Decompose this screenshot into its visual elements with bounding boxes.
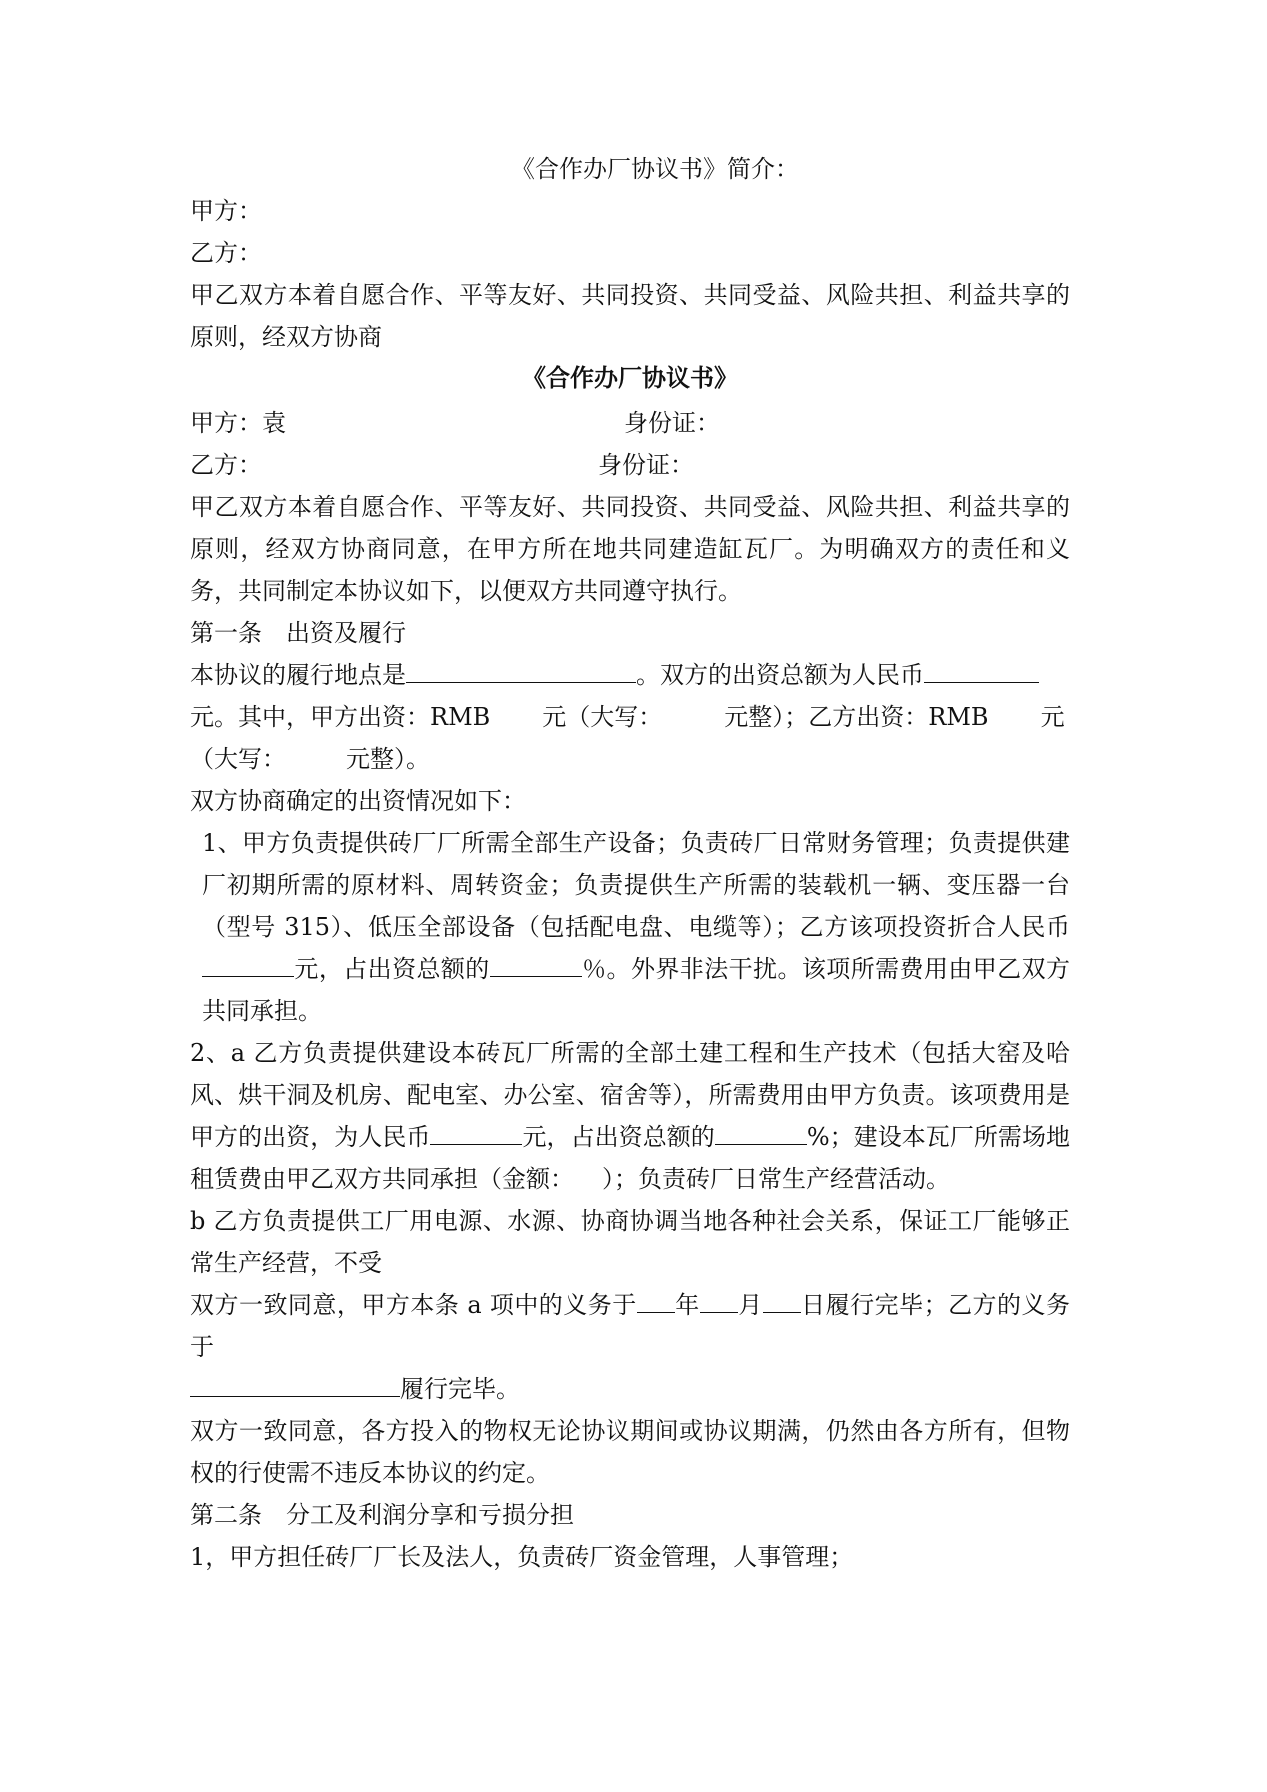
party-a-id-label: 身份证： [624,409,720,437]
article1-location-para [190,654,1070,696]
party-b-deadline-blank [190,1370,400,1397]
intro-title: 《合作办厂协议书》简介： [511,155,799,183]
party-b-contrib-text: 元整）；乙方出资：RMB [724,703,989,731]
item1-text-a: 1、甲方负责提供砖厂厂所需全部生产设备；负责砖厂日常财务管理；负责提供建厂初期所需的原材料、周转资金；负责提供生产所需的装载机一辆、变压器一台（型号 315）、低压全部设备（包括配电盘、电缆等）；乙方该项投资折合人民币 [202,829,1070,941]
item1-text-c: ％。外界非法干扰。该项所需费用由甲乙双方共同承担。 [202,955,1071,1025]
day-text: 日履行完毕；乙方的义务于 [190,1291,1070,1361]
article1-title: 出资及履行 [286,619,406,647]
intro-party-a: 甲方： [190,197,262,225]
article1-item2b: b 乙方负责提供工厂用电源、水源、协商协调当地各种社会关系，保证工厂能够正常生产经营，不受 [190,1207,1070,1277]
party-b-id-label: 身份证： [598,451,694,479]
item2-percent-blank [715,1118,807,1145]
article2-heading [190,1494,1070,1536]
item2-text-a: 2、a 乙方负责提供建设本砖瓦厂所需的全部土建工程和生产技术（包括大窑及哈风、烘干洞及机房、配电室、办公室、宿舍等），所需费用由甲方负责。该项费用是甲方的出资，为人民币 [190,1039,1070,1151]
item2-amount-blank [430,1118,522,1145]
done-text: 履行完毕。 [400,1375,520,1403]
agreement-preamble: 甲乙双方本着自愿合作、平等友好、共同投资、共同受益、风险共担、利益共享的原则，经双方协商同意，在甲方所在地共同建造缸瓦厂。为明确双方的责任和义务，共同制定本协议如下，以便双方共同遵守执行。 [190,493,1070,605]
item1-text-b: 元，占出资总额的 [294,955,490,983]
location-text: 本协议的履行地点是 [190,661,406,689]
item2-text-c: %；建设本瓦厂所需场地租赁费由甲乙双方共同承担（金额： [190,1123,1071,1193]
total-text: 。双方的出资总额为人民币 [636,661,924,689]
year-text: 年 [674,1291,700,1319]
article2-item1: 1，甲方担任砖厂厂长及法人，负责砖厂资金管理，人事管理； [190,1543,854,1571]
contrib-intro: 双方协商确定的出资情况如下： [190,787,526,815]
party-a-cap-text: 元（大写： [542,703,663,731]
year-blank [637,1286,675,1313]
article1-number: 第一条 [190,619,262,647]
article1-contrib-line [190,696,1070,738]
article1-agree1-cont [190,1368,1070,1410]
yuan-text: 元 [1040,703,1065,731]
item2-text-b: 元，占出资总额的 [522,1123,715,1151]
item2-text-d: ）；负责砖厂日常生产经营活动。 [602,1165,950,1193]
location-blank [406,656,636,683]
item1-percent-blank [490,950,582,977]
article1-heading [190,612,1070,654]
article1-item1 [190,822,1070,1032]
party-b-line [190,444,1070,486]
article2-title: 分工及利润分享和亏损分担 [286,1501,574,1529]
party-b-cap-text: （大写： [190,745,286,773]
agree1-text: 双方一致同意，甲方本条 a 项中的义务于 [190,1291,637,1319]
party-a-contrib-text: 元。其中，甲方出资：RMB [190,703,491,731]
document-body [190,148,1070,1578]
day-blank [763,1286,801,1313]
party-b-cap-close: 元整）。 [346,745,430,773]
intro-party-b: 乙方： [190,239,262,267]
article1-item2a [190,1032,1070,1200]
party-a-label: 甲方：袁 [190,409,286,437]
article1-cap-line [190,738,1070,780]
month-text: 月 [737,1291,763,1319]
party-a-line [190,402,1070,444]
total-amount-blank [924,656,1039,683]
agreement-title: 《合作办厂协议书》 [522,363,738,392]
article1-agree1 [190,1284,1070,1368]
intro-text: 甲乙双方本着自愿合作、平等友好、共同投资、共同受益、风险共担、利益共享的原则，经双方协商 [190,281,1070,351]
month-blank [700,1286,738,1313]
item1-amount-blank [202,950,294,977]
party-b-label: 乙方： [190,451,262,479]
article2-number: 第二条 [190,1501,262,1529]
article1-agree2: 双方一致同意，各方投入的物权无论协议期间或协议期满，仍然由各方所有，但物权的行使需不违反本协议的约定。 [190,1417,1070,1487]
